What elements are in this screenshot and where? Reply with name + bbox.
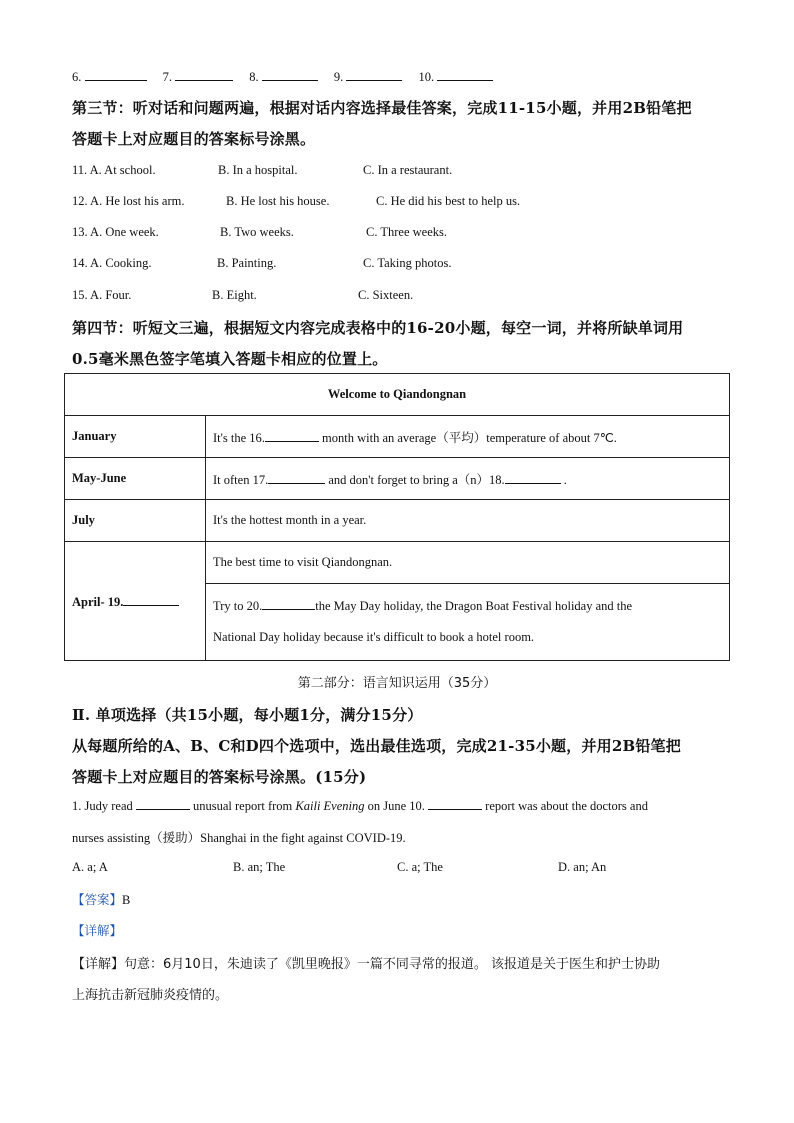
section-ii-line2: 从每题所给的A、B、C和D四个选项中，选出最佳选项，完成21-35小题，并用2B铅笔把 — [72, 737, 681, 755]
may-text-pre: It often 17. — [213, 472, 269, 487]
question-12-option-a[interactable]: 12. A. He lost his arm. — [72, 194, 185, 208]
jan-text-post: month with an average（平均）temperature of about 7℃. — [318, 430, 617, 445]
question-13-option-b[interactable]: B. Two weeks. — [220, 225, 294, 239]
q1-option-c[interactable]: C. a; The — [397, 860, 443, 874]
question-14-option-c[interactable]: C. Taking photos. — [363, 256, 452, 270]
question-14-option-b[interactable]: B. Painting. — [217, 256, 277, 270]
blank-16[interactable] — [265, 429, 319, 442]
blank-9-label: 9. — [333, 70, 344, 84]
blanks-row — [72, 68, 493, 85]
april-text-pre: Try to 20. — [213, 599, 263, 613]
section4-heading-line2: 0.5毫米黑色签字笔填入答题卡相应的位置上。 — [72, 350, 388, 368]
q1-pre: 1. Judy read — [72, 799, 136, 813]
table-label-may-june: May-June — [65, 458, 206, 500]
explain-line2: 上海抗击新冠肺炎疫情的。 — [72, 988, 229, 1003]
question-12-option-c[interactable]: C. He did his best to help us. — [376, 194, 521, 208]
april-label-text: April- 19. — [72, 594, 124, 609]
explain-label: 【详解】 — [72, 957, 125, 972]
info-table — [64, 373, 730, 661]
blank-6[interactable] — [85, 68, 147, 81]
detail-label: 【详解】 — [72, 923, 123, 938]
blank-7-label: 7. — [162, 70, 172, 84]
blank-17[interactable] — [268, 471, 325, 484]
explain-line1 — [72, 953, 660, 972]
blank-8-label: 8. — [249, 70, 259, 84]
table-row-may-june — [65, 458, 730, 500]
table-row-july — [65, 500, 730, 542]
blank-8[interactable] — [262, 68, 318, 81]
section4-heading-line1: 第四节：听短文三遍，根据短文内容完成表格中的16-20小题，每空一词，并将所缺单词用 — [72, 319, 684, 337]
part2-title: 第二部分：语言知识运用（35分） — [297, 676, 497, 691]
table-label-july: July — [65, 500, 206, 542]
q1-option-a[interactable]: A. a; A — [72, 860, 108, 874]
q1-option-b[interactable]: B. an; The — [233, 860, 286, 874]
blank-10-label: 10. — [418, 70, 435, 84]
blank-18[interactable] — [505, 471, 561, 484]
table-cell-january — [206, 416, 730, 458]
section-ii-line1: Ⅱ. 单项选择（共15小题，每小题1分，满分15分） — [72, 706, 423, 724]
blank-9[interactable] — [346, 68, 402, 81]
table-row-january — [65, 416, 730, 458]
q1-italic-title: Kaili Evening — [295, 799, 365, 813]
q1-post: report was about the doctors and — [482, 799, 648, 813]
blank-20[interactable] — [262, 597, 315, 610]
april-text-line2: National Day holiday because it's difficult to book a hotel room. — [213, 630, 535, 644]
q1-stem-line1 — [72, 797, 648, 814]
question-15-option-b[interactable]: B. Eight. — [212, 288, 257, 302]
blank-19[interactable] — [123, 593, 179, 606]
section-ii-line3: 答题卡上对应题目的答案标号涂黑。(15分) — [72, 768, 367, 786]
jan-text-pre: It's the 16. — [213, 430, 265, 445]
table-row-april-a — [65, 542, 730, 584]
q1-mid1: unusual report from — [189, 799, 296, 813]
question-12-option-b[interactable]: B. He lost his house. — [226, 194, 330, 208]
question-13-option-a[interactable]: 13. A. One week. — [72, 225, 159, 239]
blank-6-label: 6. — [72, 70, 82, 84]
question-15-option-c[interactable]: C. Sixteen. — [358, 288, 414, 302]
explain-text-1: 句意：6月10日，朱迪读了《凯里晚报》一篇不同寻常的报道。 该报道是关于医生和护士协助 — [124, 957, 660, 972]
q1-blank-2[interactable] — [428, 797, 482, 810]
may-text-post: . — [560, 472, 567, 487]
q1-option-d[interactable]: D. an; An — [558, 860, 607, 874]
answer-value: B — [122, 893, 131, 907]
question-11-option-c[interactable]: C. In a restaurant. — [363, 163, 453, 177]
question-11-option-a[interactable]: 11. A. At school. — [72, 163, 156, 177]
april-text-post: the May Day holiday, the Dragon Boat Festival holiday and the — [315, 599, 633, 613]
section3-heading-line2: 答题卡上对应题目的答案标号涂黑。 — [72, 130, 316, 148]
blank-7[interactable] — [175, 68, 233, 81]
answer-line — [72, 890, 130, 908]
table-cell-april-a: The best time to visit Qiandongnan. — [206, 542, 730, 584]
question-15-option-a[interactable]: 15. A. Four. — [72, 288, 132, 302]
q1-blank-1[interactable] — [136, 797, 190, 810]
question-14-option-a[interactable]: 14. A. Cooking. — [72, 256, 152, 270]
section3-heading-line1: 第三节：听对话和问题两遍，根据对话内容选择最佳答案，完成11-15小题，并用2B铅笔把 — [72, 99, 692, 117]
table-cell-may-june — [206, 458, 730, 500]
q1-mid2: on June 10. — [364, 799, 429, 813]
table-label-january: January — [65, 416, 206, 458]
answer-label: 【答案】 — [72, 892, 123, 907]
question-11-option-b[interactable]: B. In a hospital. — [218, 163, 298, 177]
q1-stem-line2: nurses assisting（援助）Shanghai in the fight against COVID-19. — [72, 831, 406, 845]
table-title: Welcome to Qiandongnan — [65, 374, 730, 416]
table-cell-july: It's the hottest month in a year. — [206, 500, 730, 542]
may-text-mid: and don't forget to bring a（n）18. — [325, 472, 505, 487]
blank-10[interactable] — [437, 68, 493, 81]
table-cell-april-b — [206, 584, 730, 661]
question-13-option-c[interactable]: C. Three weeks. — [366, 225, 447, 239]
table-label-april — [65, 542, 206, 661]
